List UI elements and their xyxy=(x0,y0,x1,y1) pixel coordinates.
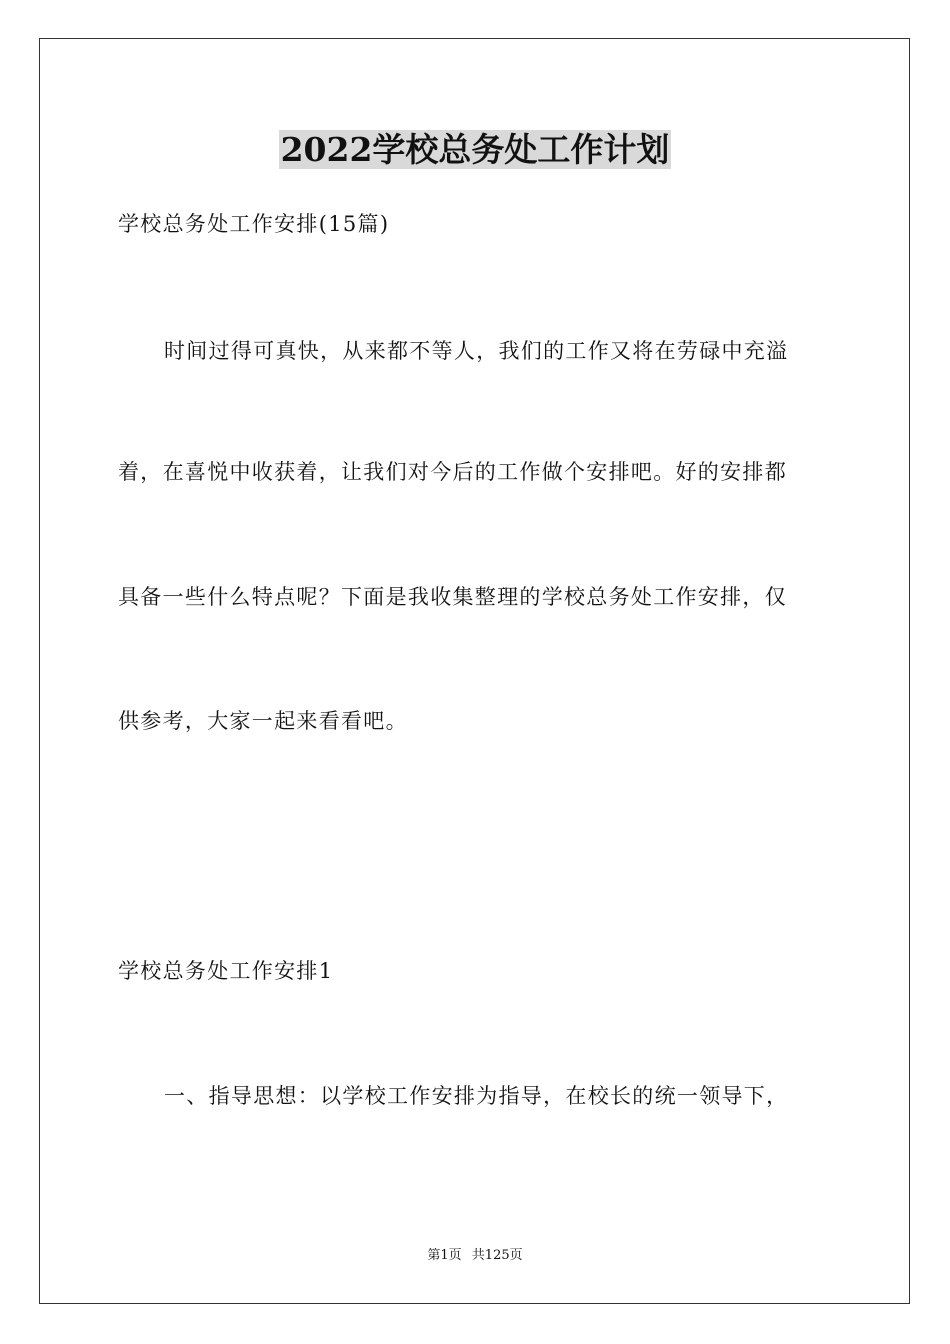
intro-line-2: 着，在喜悦中收获着，让我们对今后的工作做个安排吧。好的安排都 xyxy=(118,460,787,484)
section-heading: 学校总务处工作安排1 xyxy=(118,959,334,983)
document-title xyxy=(0,128,950,172)
intro-line-1: 时间过得可真快，从来都不等人，我们的工作又将在劳碌中充溢 xyxy=(164,339,789,363)
page-number-footer: 第1页 共125页 xyxy=(427,1248,523,1263)
document-subtitle: 学校总务处工作安排(15篇) xyxy=(118,212,390,236)
intro-line-4: 供参考，大家一起来看看吧。 xyxy=(118,709,408,733)
section-line-1: 一、指导思想：以学校工作安排为指导，在校长的统一领导下， xyxy=(164,1084,789,1108)
intro-line-3: 具备一些什么特点呢？下面是我收集整理的学校总务处工作安排，仅 xyxy=(118,585,787,609)
document-title-text: 2022学校总务处工作计划 xyxy=(280,130,670,169)
